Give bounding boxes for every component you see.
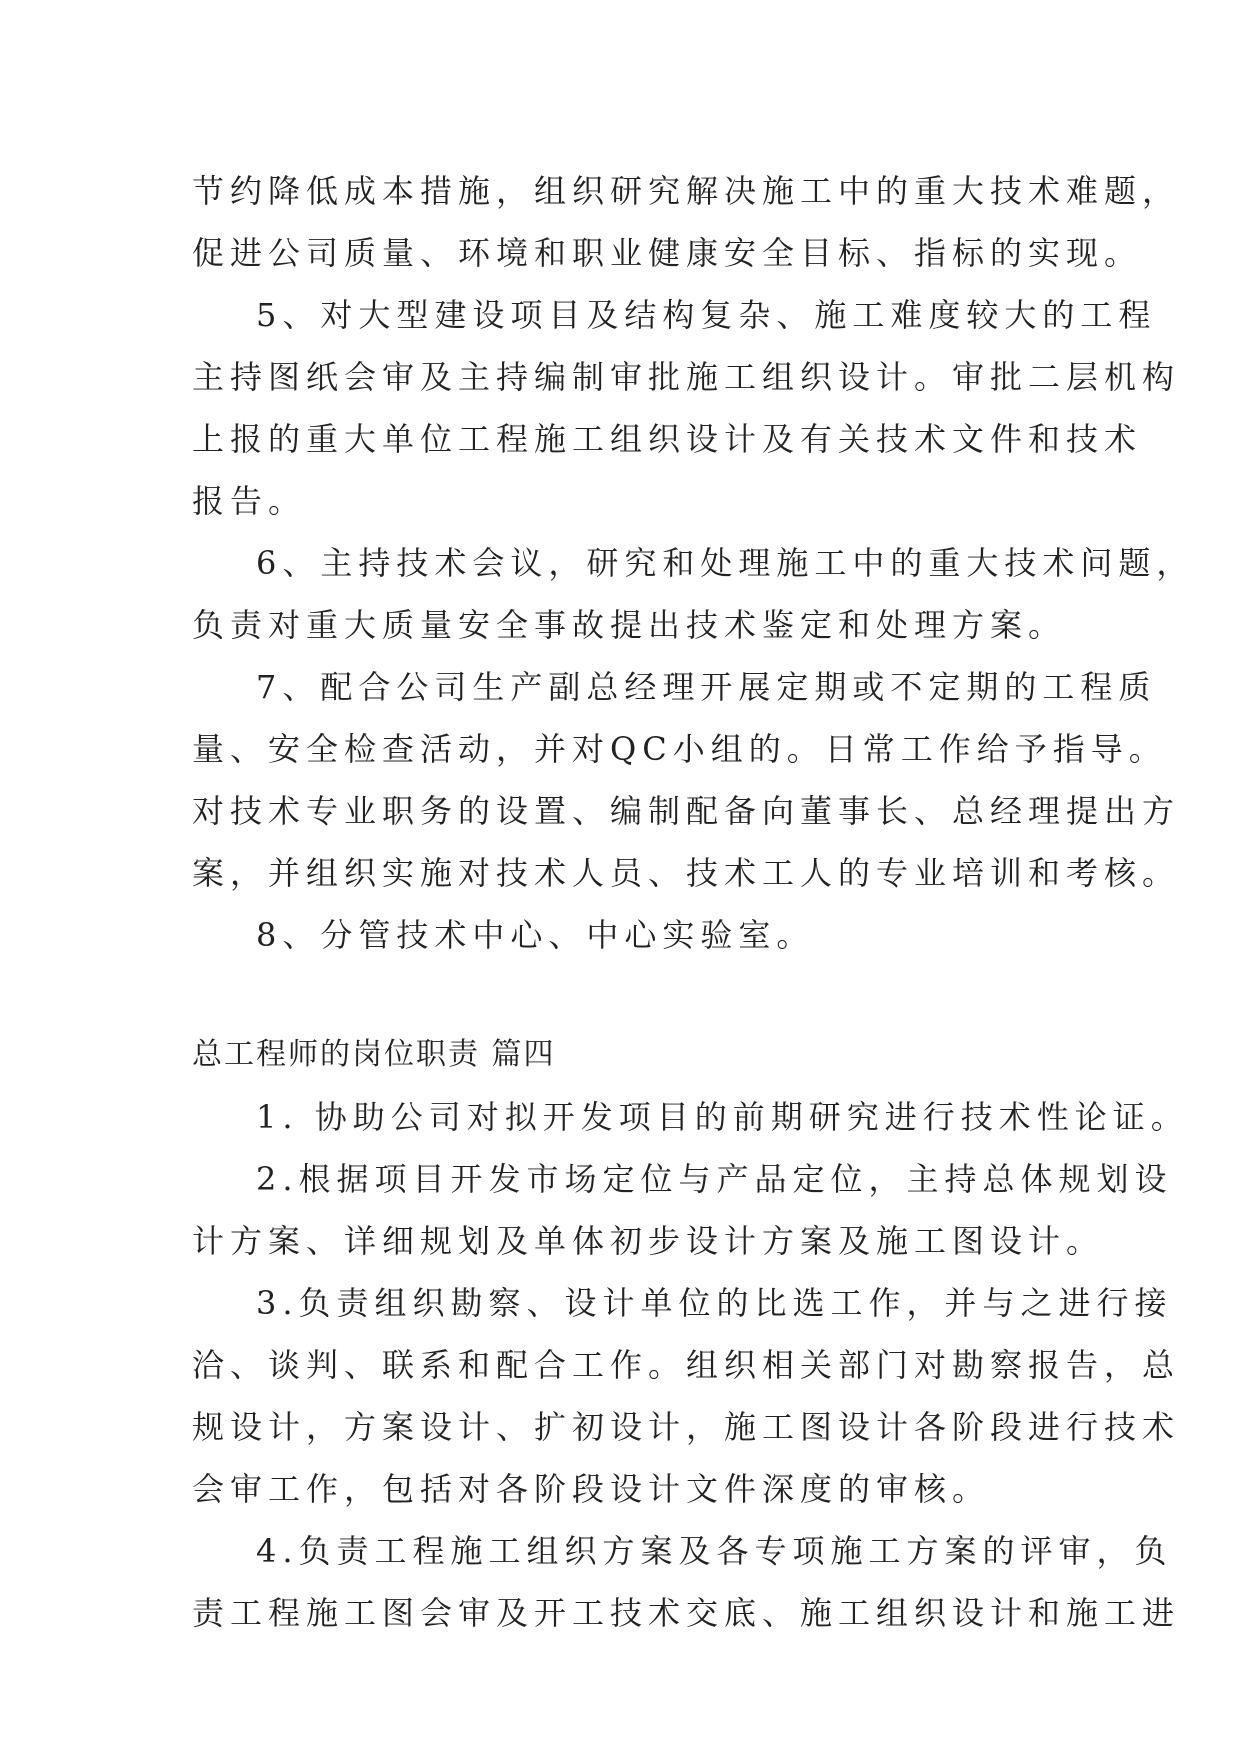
text-line: 责工程施工图会审及开工技术交底、施工组织设计和施工进 (192, 1594, 1181, 1632)
text-line: 计方案、详细规划及单体初步设计方案及施工图设计。 (192, 1222, 1105, 1260)
text-line: 3.负责组织勘察、设计单位的比选工作，并与之进行接 (256, 1284, 1173, 1322)
text-line: 8、分管技术中心、中心实验室。 (256, 916, 815, 954)
text-line: 规设计，方案设计、扩初设计，施工图设计各阶段进行技术 (192, 1408, 1181, 1446)
text-line: 6、主持技术会议，研究和处理施工中的重大技术问题， (256, 544, 1195, 582)
section-heading: 总工程师的岗位职责 篇四 (192, 1037, 556, 1072)
text-line: 1. 协助公司对拟开发项目的前期研究进行技术性论证。 (256, 1098, 1189, 1136)
text-line: 报告。 (192, 482, 307, 520)
text-line: 案，并组织实施对技术人员、技术工人的专业培训和考核。 (192, 854, 1181, 892)
text-line: 上报的重大单位工程施工组织设计及有关技术文件和技术 (192, 420, 1143, 458)
text-line: 主持图纸会审及主持编制审批施工组织设计。审批二层机构 (192, 358, 1181, 396)
text-line: 量、安全检查活动，并对QC小组的。日常工作给予指导。 (192, 730, 1167, 768)
text-line: 4.负责工程施工组织方案及各专项施工方案的评审，负 (256, 1532, 1173, 1570)
text-line: 对技术专业职务的设置、编制配备向董事长、总经理提出方 (192, 792, 1181, 830)
document-page (192, 160, 1195, 1644)
section-spacer (192, 966, 1072, 1024)
text-line: 会审工作，包括对各阶段设计文件深度的审核。 (192, 1470, 991, 1508)
text-line: 2.根据项目开发市场定位与产品定位，主持总体规划设 (256, 1160, 1173, 1198)
text-line: 负责对重大质量安全事故提出技术鉴定和处理方案。 (192, 606, 1067, 644)
text-line: 5、对大型建设项目及结构复杂、施工难度较大的工程 (256, 296, 1157, 334)
text-line: 促进公司质量、环境和职业健康安全目标、指标的实现。 (192, 234, 1143, 272)
text-line: 洽、谈判、联系和配合工作。组织相关部门对勘察报告，总 (192, 1346, 1181, 1384)
text-line: 节约降低成本措施，组织研究解决施工中的重大技术难题， (192, 172, 1181, 210)
text-line: 7、配合公司生产副总经理开展定期或不定期的工程质 (256, 668, 1157, 706)
